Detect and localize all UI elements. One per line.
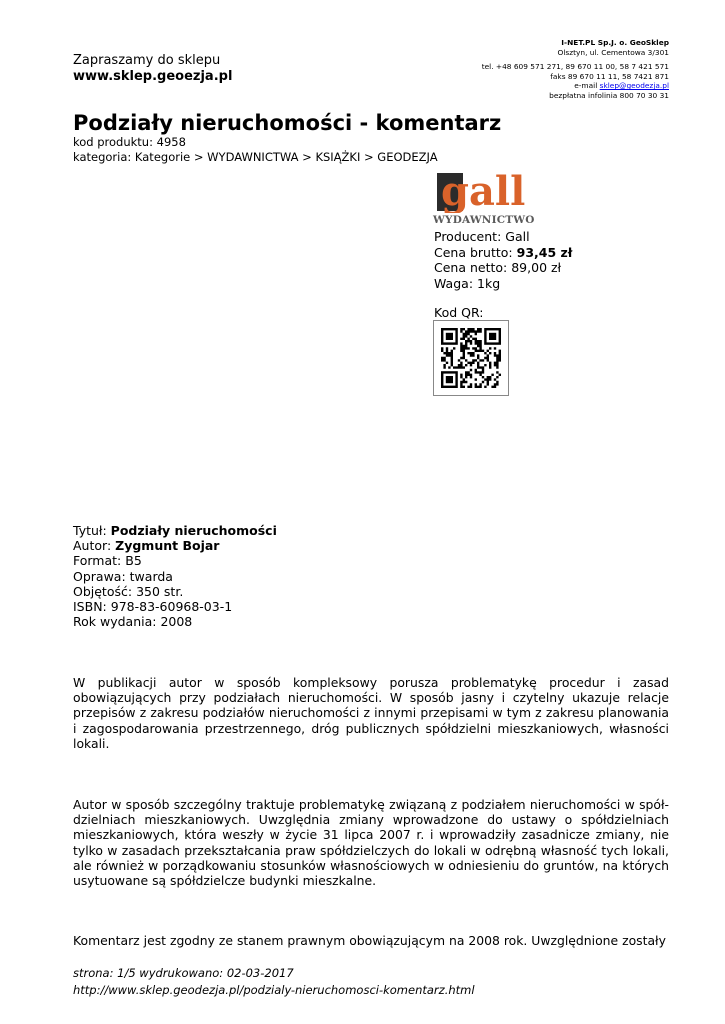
spec-format: [73, 553, 277, 568]
price-net-label: Cena netto:: [434, 260, 508, 275]
producer-logo: [433, 171, 533, 227]
spec-title-value: Podziały nieruchomości: [110, 523, 277, 538]
qr-code: [433, 320, 509, 396]
price-gross-row: [434, 245, 572, 261]
spec-isbn-value: 978-83-60968-03-1: [110, 599, 233, 615]
spec-title-label: Tytuł:: [73, 523, 107, 538]
spec-author-value: Zygmunt Bojar: [115, 538, 220, 554]
email-label: e-mail: [574, 81, 598, 91]
spec-format-label: Format:: [73, 553, 122, 569]
product-info: [434, 229, 572, 291]
shop-welcome: [73, 53, 232, 85]
welcome-line: Zapraszamy do sklepu: [73, 53, 221, 68]
description-paragraph-3: Komentarz jest zgodny ze stanem prawnym obowiązującym na 2008 rok. Uwzględnione zostały: [73, 933, 666, 948]
company-fax: faks 89 670 11 11, 58 7421 871: [550, 71, 669, 81]
email-link[interactable]: sklep@geodezja.pl: [599, 81, 669, 91]
description-paragraph-2: Autor w sposób szczególny traktuje problematykę związaną z podziałem nieruchomości w spół-dzielniach mieszkaniowych. Uwzględnia zmiany wprowadzone do ustawy o spółdzielniach mieszkaniowych, która weszły w życie 31 lipca 2007 r. i wprowadziły zasadnicze zmiany, nie tylko w zasadach przekształcania praw spółdzielczych do lokali w odrębną własność tych lokali, ale również w porządkowaniu stosunków własnościowych w odniesieniu do gruntów, na których usytuowane są spółdzielcze budynki mieszkalne.: [73, 797, 669, 889]
spec-year-label: Rok wydania:: [73, 614, 157, 630]
spec-author-label: Autor:: [73, 538, 112, 554]
spec-year: [73, 614, 277, 629]
spec-year-value: 2008: [160, 614, 193, 630]
footer-page-info: strona: 1/5 wydrukowano: 02-03-2017: [73, 966, 294, 980]
spec-binding-value: twarda: [129, 568, 173, 584]
logo-subtitle: WYDAWNICTWO: [433, 214, 535, 226]
shop-url-link[interactable]: www.sklep.geoezja.pl: [73, 69, 233, 84]
footer-url: http://www.sklep.geodezja.pl/podzialy-nieruchomosci-komentarz.html: [73, 983, 475, 997]
weight-label: Waga:: [434, 275, 474, 291]
gall-logo-icon: [437, 171, 531, 213]
product-code: kod produktu: 4958: [73, 135, 186, 149]
weight-value: 1kg: [477, 275, 501, 291]
spec-pages-value: 350 str.: [136, 583, 184, 599]
spec-pages-label: Objętość:: [73, 583, 133, 599]
price-gross-label: Cena brutto:: [434, 244, 513, 260]
price-gross-value: 93,45 zł: [516, 244, 573, 260]
qr-code-icon: [434, 321, 508, 395]
logo-wordmark: gall: [441, 171, 526, 213]
description-paragraph-1: W publikacji autor w sposób kompleksowy porusza problematykę procedur i zasad obowiązujących przy podziałach nieruchomości. W sposób jasny i czytelny ukazuje relacje przepisów z zakresu podziałów nieruchomości z innymi przepisami w tym z zakresu planowania i zagospodarowania przestrzennego, dróg publicznych spółdzielni mieszkaniowych, własności lokali.: [73, 675, 669, 751]
spec-isbn-label: ISBN:: [73, 599, 107, 615]
product-meta: [73, 135, 438, 165]
book-specs: [73, 523, 277, 629]
spec-binding-label: Oprawa:: [73, 568, 126, 584]
page-title: Podziały nieruchomości - komentarz: [73, 111, 502, 135]
spec-title: [73, 523, 277, 538]
producer-row: [434, 229, 572, 245]
producer-label: Producent:: [434, 229, 502, 244]
print-footer: [73, 965, 475, 999]
qr-label: Kod QR:: [434, 305, 484, 320]
company-phones: tel. +48 609 571 271, 89 670 11 00, 58 7 421 571: [481, 62, 669, 72]
spec-author: [73, 538, 277, 553]
price-net-row: [434, 260, 572, 276]
company-address: Olsztyn, ul. Cementowa 3/301: [557, 47, 669, 57]
spec-isbn: [73, 599, 277, 614]
product-category: kategoria: Kategorie > WYDAWNICTWA > KSIĄŻKI > GEODEZJA: [73, 150, 438, 164]
spec-pages: [73, 584, 277, 599]
company-name: I-NET.PL Sp.J. o. GeoSklep: [561, 38, 669, 47]
price-net-value: 89,00 zł: [511, 260, 562, 275]
producer-value: Gall: [505, 229, 530, 244]
company-hotline: bezpłatna infolinia 800 70 30 31: [549, 90, 669, 100]
weight-row: [434, 276, 572, 292]
spec-binding: [73, 569, 277, 584]
company-info: [409, 38, 669, 101]
company-email-line: [409, 81, 669, 91]
spec-format-value: B5: [125, 553, 142, 569]
